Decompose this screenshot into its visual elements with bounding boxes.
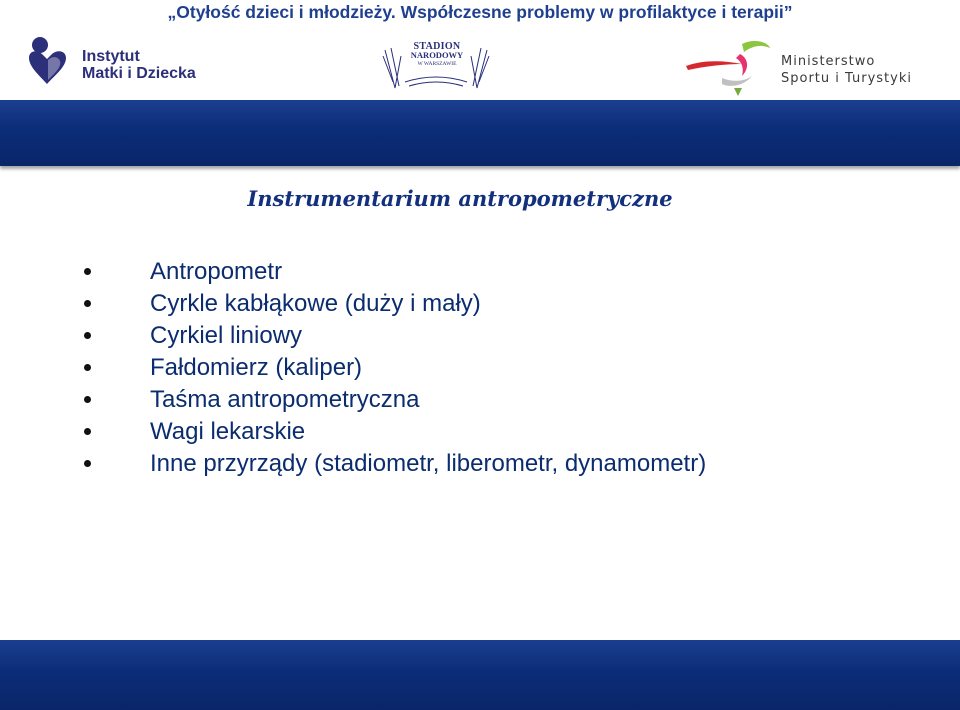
ministry-logo	[682, 38, 782, 98]
ministry-swoosh-logo-icon	[682, 38, 782, 98]
imd-heart-logo-icon	[26, 34, 78, 92]
bullet-icon	[84, 460, 91, 467]
list-item-label: Cyrkiel liniowy	[150, 322, 303, 349]
list-item-label: Inne przyrządy (stadiometr, liberometr, dynamometr)	[150, 450, 707, 477]
top-banner	[0, 100, 960, 166]
bullet-icon	[84, 396, 91, 403]
imd-line-1: Instytut	[82, 48, 140, 65]
list-item	[84, 320, 944, 352]
ministry-line-2: Sportu i Turystyki	[781, 71, 912, 86]
slide-title: Instrumentarium antropometryczne	[247, 186, 673, 211]
list-item	[84, 288, 944, 320]
imd-line-2: Matki i Dziecka	[82, 65, 196, 82]
instrument-list	[84, 256, 944, 480]
bullet-icon	[84, 364, 91, 371]
stadion-wordmark	[407, 42, 467, 69]
list-item-label: Antropometr	[150, 258, 283, 285]
list-item-label: Taśma antropometryczna	[150, 386, 420, 413]
list-item	[84, 256, 944, 288]
bullet-icon	[84, 332, 91, 339]
series-title: „Otyłość dzieci i młodzieży. Współczesne problemy w profilaktyce i terapii”	[167, 2, 793, 22]
list-item	[84, 352, 944, 384]
imd-logo	[26, 34, 226, 96]
list-item-label: Wagi lekarskie	[150, 418, 306, 445]
list-item-label: Fałdomierz (kaliper)	[150, 354, 363, 381]
bullet-icon	[84, 268, 91, 275]
list-item	[84, 384, 944, 416]
list-item-label: Cyrkle kabłąkowe (duży i mały)	[150, 290, 481, 317]
imd-wordmark	[82, 48, 196, 82]
bullet-icon	[84, 300, 91, 307]
logo-row	[0, 28, 960, 100]
stadion-line-3: W WARSZAWIE	[417, 61, 457, 67]
bullet-icon	[84, 428, 91, 435]
stadion-line-2: NARODOWY	[410, 50, 464, 60]
list-item	[84, 448, 944, 480]
stadion-logo	[381, 36, 491, 92]
bottom-banner	[0, 640, 960, 710]
stadion-line-1: STADION	[413, 41, 461, 52]
list-item	[84, 416, 944, 448]
ministry-wordmark	[781, 53, 912, 87]
ministry-line-1: Ministerstwo	[781, 54, 876, 69]
